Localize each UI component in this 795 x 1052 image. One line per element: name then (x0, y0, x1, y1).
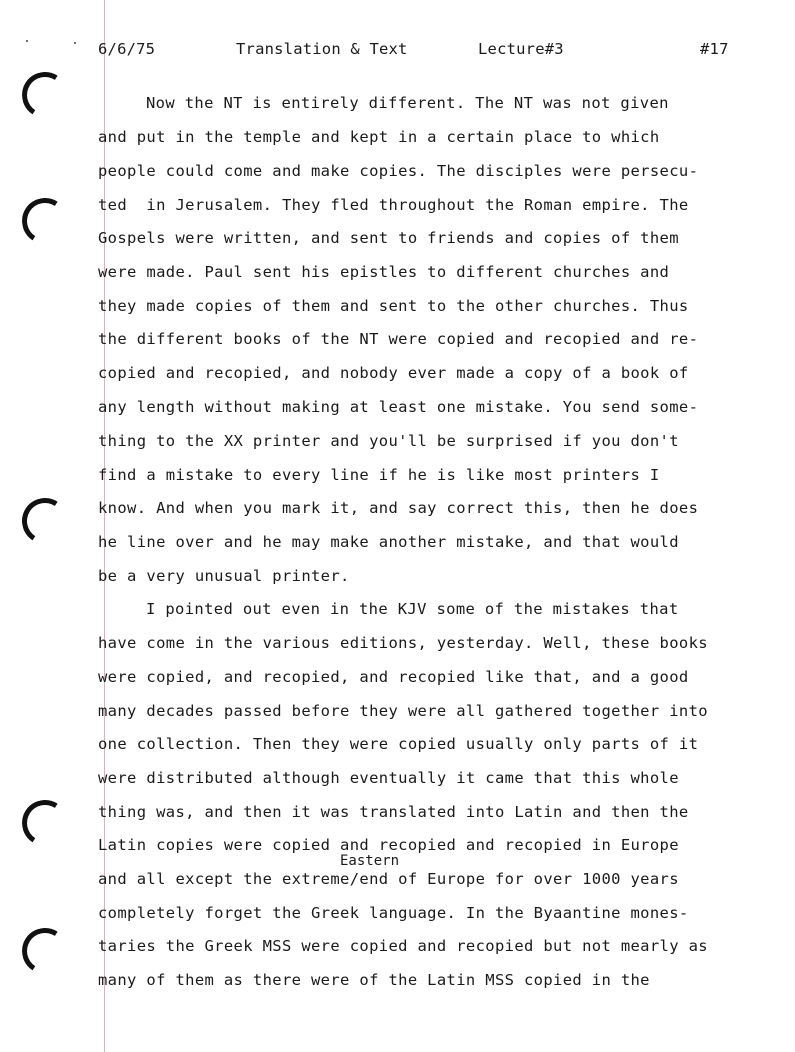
text-line: were copied, and recopied, and recopied like that, and a good (98, 668, 689, 686)
text-line: any length without making at least one mistake. You send some- (98, 398, 699, 416)
text-line: many decades passed before they were all gathered together into (98, 702, 708, 720)
text-line: be a very unusual printer. (98, 567, 350, 585)
text-line: I pointed out even in the KJV some of the mistakes that (146, 600, 679, 618)
interlinear-insertion: Eastern (340, 853, 400, 869)
header-course: Translation & Text (236, 40, 408, 58)
text-line: Gospels were written, and sent to friends and copies of them (98, 229, 679, 247)
punch-hole (18, 194, 73, 249)
header-page-number: #17 (700, 40, 729, 58)
punch-hole (18, 494, 73, 549)
text-line: Now the NT is entirely different. The NT was not given (146, 94, 669, 112)
text-line: Latin copies were copied and recopied and recopied in Europe (98, 836, 679, 854)
text-line: the different books of the NT were copied and recopied and re- (98, 330, 699, 348)
text-line: many of them as there were of the Latin MSS copied in the (98, 971, 650, 989)
text-line: ted in Jerusalem. They fled throughout the Roman empire. The (98, 196, 689, 214)
text-line: and all except the extreme/end of Europe for over 1000 years (98, 870, 679, 888)
punch-hole (18, 68, 73, 123)
punch-hole (18, 796, 73, 851)
text-line: were made. Paul sent his epistles to different churches and (98, 263, 670, 281)
paper-speck (74, 42, 76, 44)
header-lecture: Lecture#3 (478, 40, 564, 58)
punch-hole (18, 924, 73, 979)
text-line: were distributed although eventually it came that this whole (98, 769, 679, 787)
margin-rule (104, 0, 105, 1052)
text-line: completely forget the Greek language. In the Byaantine mones- (98, 904, 689, 922)
text-line: copied and recopied, and nobody ever made a copy of a book of (98, 364, 689, 382)
text-line: people could come and make copies. The disciples were persecu- (98, 162, 699, 180)
text-line: one collection. Then they were copied usually only parts of it (98, 735, 699, 753)
text-line: thing to the XX printer and you'll be surprised if you don't (98, 432, 679, 450)
text-line: he line over and he may make another mistake, and that would (98, 533, 679, 551)
text-line: thing was, and then it was translated into Latin and then the (98, 803, 689, 821)
text-line: and put in the temple and kept in a certain place to which (98, 128, 660, 146)
text-line: they made copies of them and sent to the other churches. Thus (98, 297, 689, 315)
text-line: know. And when you mark it, and say correct this, then he does (98, 499, 699, 517)
paper-speck (26, 40, 28, 42)
text-line: find a mistake to every line if he is like most printers I (98, 466, 660, 484)
text-line: taries the Greek MSS were copied and recopied but not mearly as (98, 937, 708, 955)
header-date: 6/6/75 (98, 40, 156, 58)
text-line: have come in the various editions, yesterday. Well, these books (98, 634, 708, 652)
